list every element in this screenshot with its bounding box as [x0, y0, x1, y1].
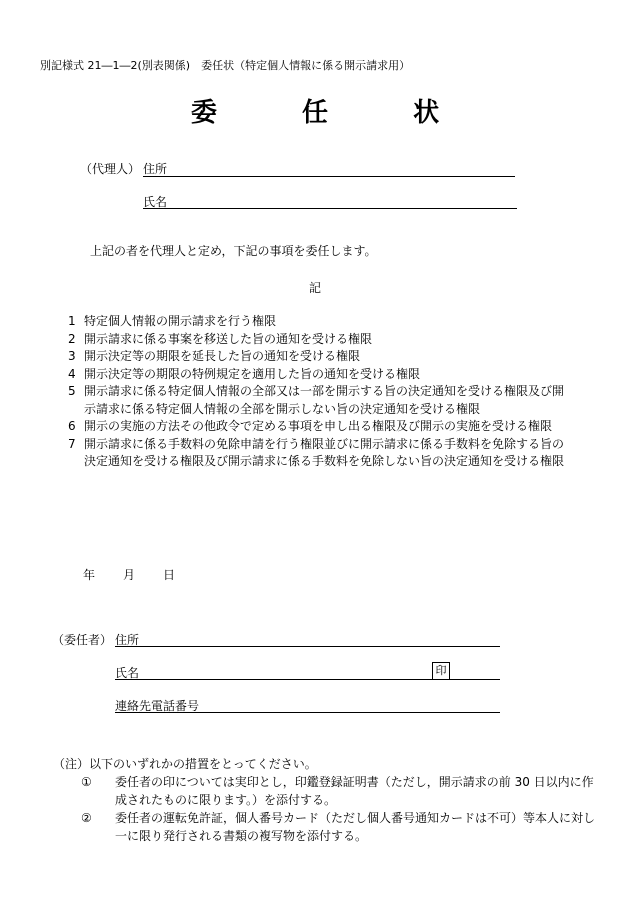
delegation-statement: 上記の者を代理人と定め，下記の事項を委任します。	[90, 244, 377, 258]
note-item: ① 委任者の印については実印とし，印鑑登録証明書（ただし，開示請求の前 30 日以内に作成されたものに限ります。）を添付する。	[81, 775, 594, 807]
agent-name-label: 氏名	[143, 195, 168, 209]
list-item: 6 開示の実施の方法その他政令で定める事項を申し出る権限及び開示の実施を受ける権限	[68, 419, 553, 433]
date-month-label: 月	[123, 568, 136, 582]
notes-section	[53, 755, 597, 845]
agent-label: （代理人）	[80, 162, 141, 176]
list-item: 3 開示決定等の期限を延長した旨の通知を受ける権限	[68, 349, 361, 363]
principal-phone-field[interactable]	[115, 712, 500, 713]
list-item: 7 開示請求に係る手数料の免除申請を行う権限並びに開示請求に係る手数料を免除する旨の決定通知を受ける権限及び開示請求に係る手数料を免除しない旨の決定通知を受ける権限	[68, 436, 565, 468]
page-title	[0, 92, 630, 129]
ki-heading: 記	[309, 281, 322, 295]
agent-address-field[interactable]	[143, 176, 515, 177]
principal-address-field[interactable]	[115, 646, 500, 647]
principal-phone-label: 連絡先電話番号	[115, 699, 200, 713]
principal-address-label: 住所	[115, 633, 140, 647]
form-header: 別記様式 21―1―2(別表関係) 委任状（特定個人情報に係る開示請求用）	[40, 59, 411, 72]
principal-label: （委任者）	[52, 633, 113, 647]
seal-mark: 印	[432, 662, 450, 680]
list-item: 5 開示請求に係る特定個人情報の全部又は一部を開示する旨の決定通知を受ける権限及び開示請求に係る特定個人情報の全部を開示しない旨の決定通知を受ける権限	[68, 384, 565, 416]
delegated-items-list	[68, 313, 568, 471]
list-item: 4 開示決定等の期限の特例規定を適用した旨の通知を受ける権限	[68, 366, 421, 381]
list-item: 1 特定個人情報の開示請求を行う権限	[68, 314, 277, 328]
notes-intro: （注）以下のいずれかの措置をとってください。	[53, 757, 317, 771]
list-item: 2 開示請求に係る事案を移送した旨の通知を受ける権限	[68, 331, 373, 346]
principal-name-label: 氏名	[115, 666, 140, 680]
date-day-label: 日	[163, 568, 176, 582]
note-item: ② 委任者の運転免許証，個人番号カード（ただし個人番号通知カードは不可）等本人に対し一に限り発行される書類の複写物を添付する。	[81, 811, 596, 843]
title-char-1: 委	[190, 98, 217, 128]
title-char-2: 任	[301, 98, 328, 128]
title-char-3: 状	[413, 98, 440, 128]
date-year-label: 年	[83, 568, 96, 582]
agent-name-field[interactable]	[143, 208, 517, 209]
agent-address-label: 住所	[143, 162, 168, 176]
